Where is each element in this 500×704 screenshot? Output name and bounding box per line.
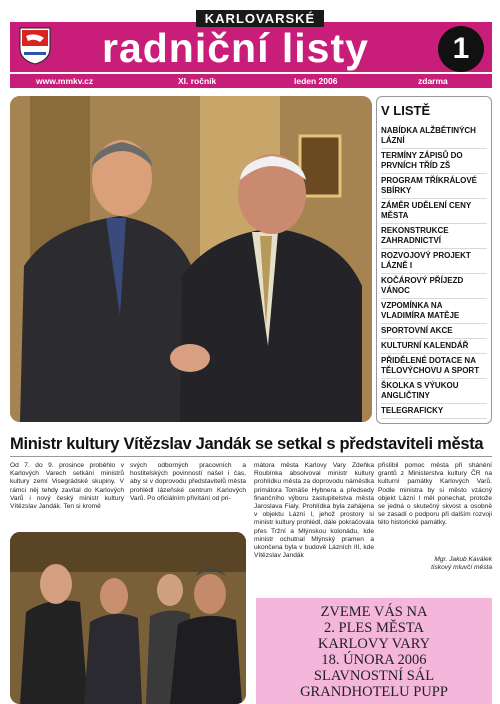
photo-group-of-men (10, 532, 246, 704)
invite-line: SLAVNOSTNÍ SÁL (313, 668, 435, 684)
headline-divider (10, 456, 492, 457)
masthead (10, 4, 492, 90)
contents-item[interactable]: PŘIDĚLENÉ DOTACE NA TĚLOVÝCHOVU A SPORT (381, 354, 487, 379)
contents-item[interactable]: REKONSTRUKCE ZAHRADNICTVÍ (381, 224, 487, 249)
ball-invitation (256, 598, 492, 704)
contents-box (376, 96, 492, 424)
contents-item[interactable]: TELEGRAFICKY (381, 404, 487, 419)
invite-line: GRANDHOTELU PUPP (300, 684, 448, 700)
second-photo (10, 532, 246, 704)
article-column-4: přislíbil pomoc města při shánění grantů z Ministerstva kultury ČR na kulturní památky Karlových Varů. Podle ministra by si město vzácný objekt Lázní I měl ponechat, protože se jedná o skutečný skvost a osobně se zasadí o podporu při dalším rozvoji této historické památky. (378, 462, 492, 527)
contents-item[interactable]: SPORTOVNÍ AKCE (381, 324, 487, 339)
article-column-2: svých odborných pracovních a hostitelských povinností našel i čas, aby si v doprovodu představitelů města prohlédl lázeňské centrum Karlových Varů. Po oficiálním přivítání od pri- (130, 462, 246, 502)
contents-item[interactable]: TERMÍNY ZÁPISŮ DO PRVNÍCH TŘÍD ZŠ (381, 149, 487, 174)
article-column-3: mátora města Karlovy Vary Zdeňka Roubínka absolvoval ministr kultury prohlídku města za doprovodu náměstka primátora Tomáše Hybnera a předsedy finančního výboru zastupitelstva města Jaroslava Fialy. Prohlídka byla zahájena v objektu Lázní I, jehož prostory si ministr kultury prohlédl, dále pokračovala přes Tržní a Mlýnskou kolonádu, kde ministr ochutnal Mlýnský pramen a ukončena byla v budově Lázních III, kde Vítězslav Jandák (254, 462, 374, 560)
contents-item[interactable]: PROGRAM TŘÍKRÁLOVÉ SBÍRKY (381, 174, 487, 199)
invite-line: KARLOVY VARY (317, 636, 431, 652)
volume-label: XI. ročník (178, 76, 217, 86)
invite-line: 2. PLES MĚSTA (324, 620, 424, 636)
issue-number: 1 (438, 26, 484, 72)
article-column-1: Od 7. do 9. prosince proběhlo v Karlových Varech setkání ministrů kultury zemí Visegrádské skupiny. V rámci něj tehdy zavítal do Karlových Varů i nový český ministr kultury Vítězslav Jandák. Ten si kromě (10, 462, 124, 511)
signature-name: Mgr. Jakub Kaválek (434, 556, 492, 563)
newspaper-title: radniční listy (102, 25, 369, 71)
contents-heading: V LISTĚ (381, 103, 431, 118)
contents-item[interactable]: KULTURNÍ KALENDÁŘ (381, 339, 487, 354)
article-signature (378, 556, 492, 572)
masthead-info-strip (10, 74, 492, 88)
contents-item[interactable]: KOČÁROVÝ PŘÍJEZD VÁNOC (381, 274, 487, 299)
contents-item[interactable]: ROZVOJOVÝ PROJEKT LÁZNĚ I (381, 249, 487, 274)
main-photo (10, 96, 372, 422)
contents-item[interactable]: NABÍDKA ALŽBĚTINÝCH LÁZNÍ (381, 124, 487, 149)
photo-two-men-handshake (10, 96, 372, 422)
contents-item[interactable]: VZPOMÍNKA NA VLADIMÍRA MATĚJE (381, 299, 487, 324)
series-title: KARLOVARSKÉ (196, 10, 324, 27)
signature-role: tiskový mluvčí města (431, 564, 492, 572)
coat-of-arms-icon (18, 26, 52, 66)
contents-item[interactable]: ZÁMĚR UDĚLENÍ CENY MĚSTA (381, 199, 487, 224)
invite-line: 18. ÚNORA 2006 (321, 652, 427, 668)
invite-line: ZVEME VÁS NA (320, 604, 428, 620)
article-headline: Ministr kultury Vítězslav Jandák se setkal s představiteli města (10, 435, 484, 453)
price-label: zdarma (418, 76, 448, 86)
website-link[interactable]: www.mmkv.cz (36, 76, 94, 86)
issue-date: leden 2006 (294, 76, 338, 86)
contents-item[interactable]: ŠKOLKA S VÝUKOU ANGLIČTINY (381, 379, 487, 404)
